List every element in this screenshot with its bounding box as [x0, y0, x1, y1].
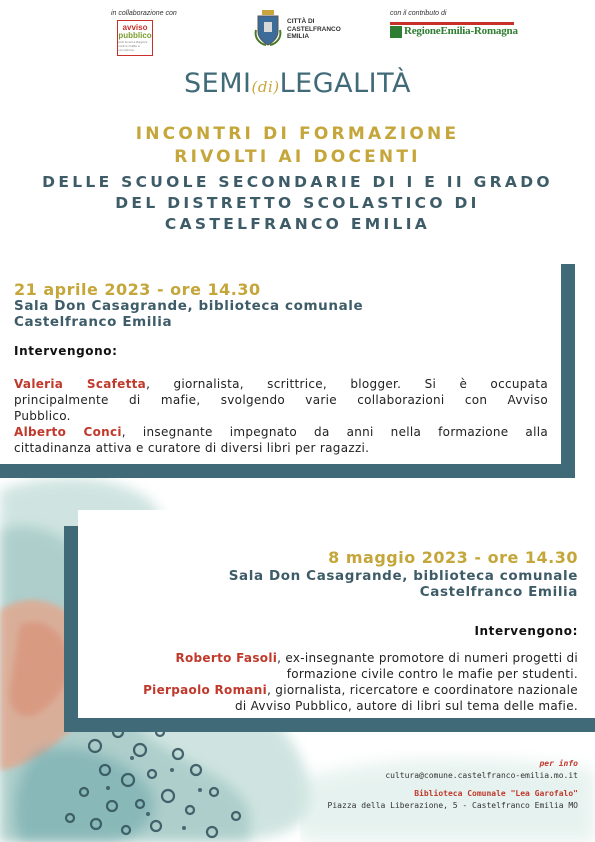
event2-place-line2: Castelfranco Emilia: [419, 584, 578, 600]
event1-speaker2-desc1: , insegnante impegnato da anni nella formazione alla: [121, 425, 548, 439]
footer-email[interactable]: cultura@comune.castelfranco-emilia.mo.it: [385, 771, 578, 780]
regione-logo-mark: [390, 26, 402, 38]
avviso-logo-line1: avviso: [122, 23, 148, 32]
event2-speaker2-row1: [88, 682, 578, 698]
city-logo-text: [287, 18, 341, 41]
event2-speaker1-row1: [88, 650, 578, 666]
headline-teal-2: DEL DISTRETTO SCOLASTICO DI: [115, 194, 480, 212]
headline-gold-2: RIVOLTI AI DOCENTI: [174, 147, 421, 167]
event1-speaker2-row2: cittadinanza attiva e curatore di diversi libri per ragazzi.: [14, 441, 370, 455]
frame2-left-bar: [64, 526, 78, 732]
brand-part1: SEMI: [184, 68, 252, 99]
avviso-logo-tagline: enti locali e Regioni contro mafie e corruzione: [118, 40, 148, 52]
avviso-pubblico-logo: [117, 20, 153, 56]
footer-library: Biblioteca Comunale "Lea Garofalo": [414, 789, 578, 798]
frame1-bottom-bar: [0, 464, 575, 478]
event2-place-line1: Sala Don Casagrande, biblioteca comunale: [228, 568, 578, 584]
brand-title: [0, 68, 595, 99]
event1-speaker1-row2: principalmente di mafie, svolgendo varie collaborazioni con Avviso: [14, 393, 548, 407]
event1-speaker1-desc1: , giornalista, scrittrice, blogger. Si è occupata: [146, 377, 548, 391]
event1-speaker1-row3: Pubblico.: [14, 409, 71, 423]
event1-speaker1-row1: [14, 376, 548, 392]
brand-part3: LEGALITÀ: [279, 68, 411, 99]
event1-speaker2-row1: [14, 424, 548, 440]
event1-date: 21 aprile 2023 - ore 14.30: [14, 280, 261, 299]
regione-logo-text: RegioneEmilia-Romagna: [404, 25, 518, 37]
avviso-logo-line2: pubblico: [118, 31, 152, 40]
event2-speaker2-row2: di Avviso Pubblico, autore di libri sul tema delle mafie.: [234, 699, 578, 713]
frame2-bottom-bar: [64, 718, 595, 732]
event1-speaker1-name: Valeria Scafetta: [14, 377, 147, 391]
event2-speaker2-name: Pierpaolo Romani: [143, 683, 268, 697]
headline-gold-1: INCONTRI DI FORMAZIONE: [135, 124, 460, 144]
brand-part2: (di): [251, 78, 280, 96]
event2-speakers: [88, 650, 578, 714]
event2-speakers-label: Intervengono:: [474, 624, 578, 638]
event2-speaker1-desc1: , ex-insegnante promotore di numeri progetti di: [277, 651, 578, 665]
headline-teal-1: DELLE SCUOLE SECONDARIE DI I E II GRADO: [42, 173, 553, 191]
event1-place-line1: Sala Don Casagrande, biblioteca comunale: [14, 298, 364, 314]
event1-speaker2-name: Alberto Conci: [14, 425, 122, 439]
event1-speakers-label: Intervengono:: [14, 344, 118, 358]
event2-speaker1-name: Roberto Fasoli: [175, 651, 278, 665]
city-crest-icon: [254, 10, 282, 46]
footer-info-label: per info: [539, 759, 578, 768]
headline-teal-3: CASTELFRANCO EMILIA: [164, 215, 431, 233]
contrib-caption: con il contributo di: [390, 10, 447, 17]
footer-address: Piazza della Liberazione, 5 - Castelfranco Emilia MO: [327, 801, 578, 810]
event2-date: 8 maggio 2023 - ore 14.30: [328, 548, 578, 567]
frame1-right-bar: [561, 264, 575, 478]
collab-caption: in collaborazione con: [111, 10, 177, 17]
city-logo-line1: CITTÀ DI: [287, 18, 315, 25]
event1-place-line2: Castelfranco Emilia: [14, 314, 173, 330]
footer-info: [328, 758, 578, 812]
event1-speakers: [14, 376, 548, 456]
event2-speaker1-row2: formazione civile contro le mafie per studenti.: [286, 667, 578, 681]
event2-speaker2-desc1: , giornalista, ricercatore e coordinatore nazionale: [267, 683, 578, 697]
city-logo-line3: EMILIA: [287, 33, 310, 40]
city-logo-line2: CASTELFRANCO: [287, 25, 341, 33]
